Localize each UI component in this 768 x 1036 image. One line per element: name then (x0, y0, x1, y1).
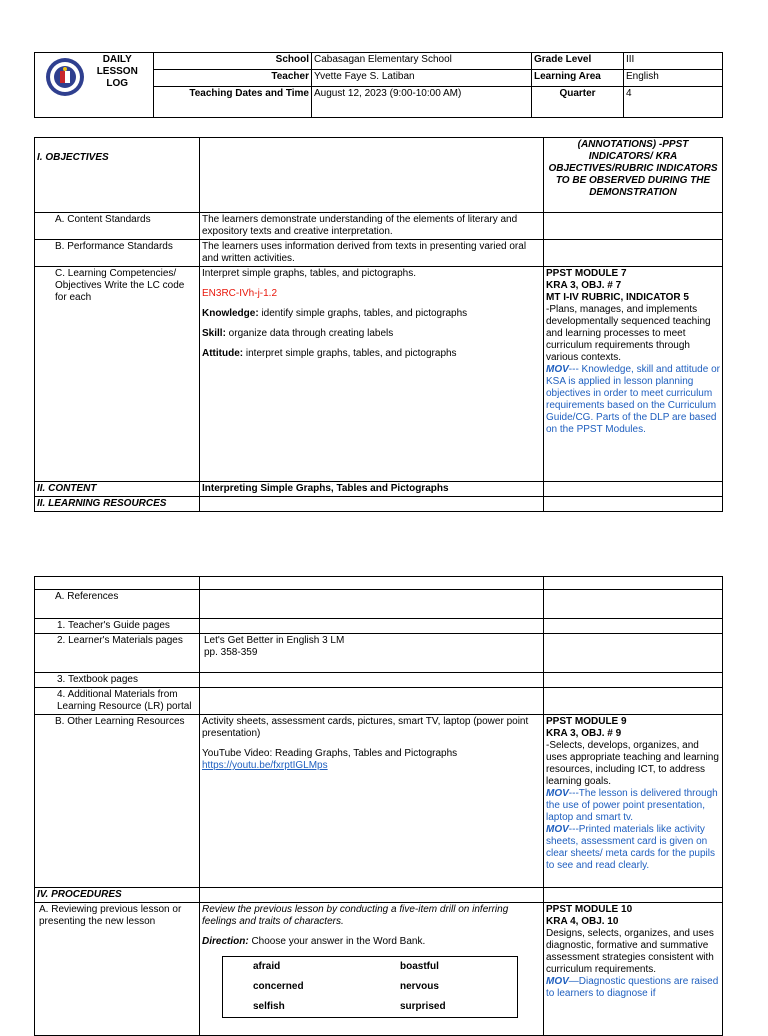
teacher-label: Teacher (154, 70, 312, 87)
grade-label: Grade Level (532, 53, 624, 70)
logo-cell (35, 53, 82, 118)
direction-line: Direction: Choose your answer in the Word Bank. (202, 936, 426, 947)
word-bank-item: surprised (400, 1001, 446, 1012)
quarter-value: 4 (624, 87, 723, 118)
dates-label: Teaching Dates and Time (154, 87, 312, 118)
word-bank (222, 956, 518, 1018)
ppst-annotation-9: PPST MODULE 9 KRA 3, OBJ. # 9 -Selects, develops, organizes, and uses appropriate teaching and learning resources, including ICT, to address learning goals. MOV---The lesson is delivered through the use of power point presentation, laptop and smart tv. MOV---Printed materials like activity sheets, assessment card is given on clear sheets/ meta cards for the pupils to see and read clearly. (544, 715, 723, 888)
lc-code: EN3RC-IVh-j-1.2 (202, 288, 278, 299)
review-cell: Review the previous lesson by conducting a five-item drill on inferring feelings and traits of characters. Direction: Choose your answer in the Word Bank. afraid boastful concerned nervous selfish surprised (200, 903, 544, 1036)
ppst-annotation-7: PPST MODULE 7 KRA 3, OBJ. # 7 MT I-IV RUBRIC, INDICATOR 5 -Plans, manages, and implements developmentally sequenced teaching and learning processes to meet curriculum requirements through various contexts. MOV--- Knowledge, skill and attitude or KSA is applied in lesson planning objectives in order to meet curriculum requirements based on the Curriculum Guide/CG. Parts of the DLP are based on the PPST Modules. (544, 267, 723, 482)
competencies-label: C. Learning Competencies/ Objectives Write the LC code for each (35, 267, 200, 482)
annotations-heading: (ANNOTATIONS) -PPST INDICATORS/ KRA OBJECTIVES/RUBRIC INDICATORS TO BE OBSERVED DURING THE DEMONSTRATION (544, 138, 723, 213)
area-value: English (624, 70, 723, 87)
lm-value: Let's Get Better in English 3 LM pp. 358-359 (200, 634, 544, 673)
area-label: Learning Area (532, 70, 624, 87)
review-label: A. Reviewing previous lesson or presenting the new lesson (35, 903, 200, 1036)
objectives-heading: I. OBJECTIVES (35, 138, 200, 213)
word-bank-item: nervous (400, 981, 439, 992)
word-bank-item: selfish (253, 1001, 285, 1012)
content-standards-label: A. Content Standards (35, 213, 200, 240)
word-bank-item: afraid (253, 961, 281, 972)
content-standards-text: The learners demonstrate understanding of the elements of literary and expository texts and creative interpretation. (200, 213, 544, 240)
skill-line: Skill: organize data through creating labels (202, 328, 394, 339)
school-value: Cabasagan Elementary School (312, 53, 532, 70)
attitude-line: Attitude: interpret simple graphs, tables, and pictographs (202, 348, 457, 359)
performance-standards-text: The learners uses information derived from texts in presenting varied oral and written activities. (200, 240, 544, 267)
teacher-value: Yvette Faye S. Latiban (312, 70, 532, 87)
learning-resources-heading: II. LEARNING RESOURCES (35, 497, 200, 512)
word-bank-item: boastful (400, 961, 439, 972)
content-value: Interpreting Simple Graphs, Tables and Pictographs (200, 482, 544, 497)
dll-title: DAILY LESSON LOG (82, 53, 154, 118)
competencies-cell (200, 267, 544, 482)
other-resources-label: B. Other Learning Resources (35, 715, 200, 888)
quarter-label: Quarter (532, 87, 624, 118)
dates-value: August 12, 2023 (9:00-10:00 AM) (312, 87, 532, 118)
other-resources-cell: Activity sheets, assessment cards, pictures, smart TV, laptop (power point presentation) YouTube Video: Reading Graphs, Tables and Pictographs https://youtu.be/fxrptIGLMps (200, 715, 544, 888)
objectives-table (34, 137, 723, 512)
performance-standards-label: B. Performance Standards (35, 240, 200, 267)
grade-value: III (624, 53, 723, 70)
youtube-link[interactable]: https://youtu.be/fxrptIGLMps (202, 760, 328, 771)
textbook-label: 3. Textbook pages (35, 673, 200, 688)
resources-table (34, 576, 723, 1036)
word-bank-item: concerned (253, 981, 304, 992)
procedures-heading: IV. PROCEDURES (35, 888, 200, 903)
lm-label: 2. Learner's Materials pages (35, 634, 200, 673)
references-label: A. References (35, 590, 200, 619)
school-label: School (154, 53, 312, 70)
knowledge-line: Knowledge: identify simple graphs, tables, and pictographs (202, 308, 468, 319)
additional-materials-label: 4. Additional Materials from Learning Resource (LR) portal (35, 688, 200, 715)
deped-seal-icon (45, 57, 85, 97)
competency-text: Interpret simple graphs, tables, and pictographs. (202, 268, 417, 279)
header-table (34, 52, 723, 118)
ppst-annotation-10: PPST MODULE 10 KRA 4, OBJ. 10 Designs, selects, organizes, and uses diagnostic, formative and summative assessment strategies consistent with curriculum requirements. MOV—Diagnostic questions are raised to learners to diagnose if (544, 903, 723, 1036)
tg-label: 1. Teacher's Guide pages (35, 619, 200, 634)
content-heading: II. CONTENT (35, 482, 200, 497)
